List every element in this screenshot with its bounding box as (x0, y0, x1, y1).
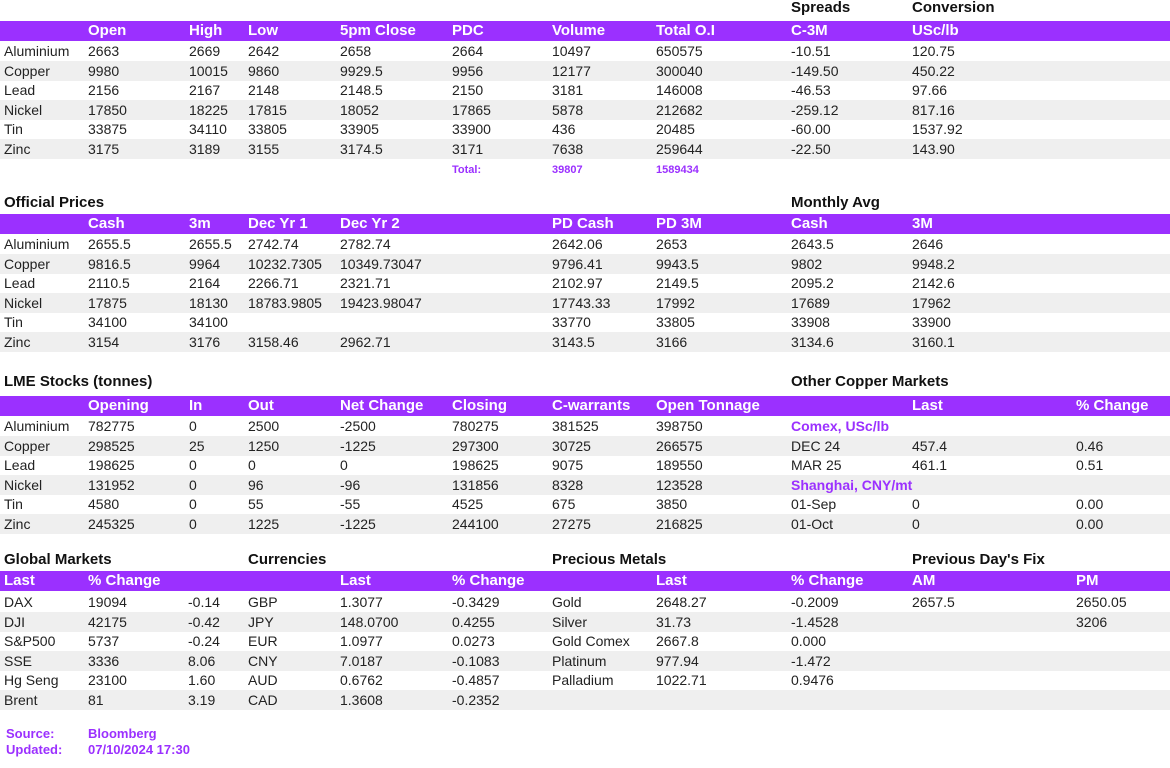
price-cell: 9860 (248, 62, 280, 79)
price-cell: 3175 (88, 141, 120, 157)
price-cell: 259644 (656, 141, 703, 157)
stocks-cell: -1225 (340, 516, 376, 532)
official-cell: 2110.5 (88, 275, 130, 292)
currency-change: -0.1083 (452, 652, 500, 669)
price-cell: 3171 (452, 141, 484, 157)
price-cell: 1537.92 (912, 121, 963, 138)
stocks-cell: 0 (248, 457, 256, 474)
price-header-7: Total O.I (656, 22, 715, 39)
index-label: SSE (4, 652, 33, 669)
precious-label: Silver (552, 613, 588, 630)
price-cell: 18052 (340, 101, 379, 118)
metal-label: Copper (4, 437, 50, 454)
currency-last: 0.6762 (340, 672, 383, 689)
precious-label: Platinum (552, 652, 607, 669)
official-cell: 9964 (189, 255, 221, 272)
price-cell: 2669 (189, 43, 221, 59)
official-cell: 17962 (912, 294, 951, 311)
metal-label: Lead (4, 82, 36, 99)
price-cell: 2148.5 (340, 82, 383, 99)
metal-label: Copper (4, 255, 50, 272)
precious-last: 31.73 (656, 613, 692, 630)
precious-change: -1.4528 (791, 613, 839, 630)
conversion-title: Conversion (912, 0, 995, 16)
price-header-9: USc/lb (912, 22, 959, 39)
index-change: -0.24 (188, 633, 220, 650)
global-header-6: % Change (791, 572, 864, 589)
total-volume: 39807 (552, 164, 583, 176)
price-cell: 10497 (552, 43, 591, 59)
index-last: 19094 (88, 594, 127, 610)
official-header-1: Cash (88, 215, 125, 232)
other-market-change: 0.00 (1076, 496, 1104, 513)
price-header-3: Low (248, 22, 278, 39)
price-cell: 3155 (248, 141, 280, 157)
precious-last: 2667.8 (656, 633, 699, 650)
price-cell: 2148 (248, 82, 280, 99)
index-change: 8.06 (188, 652, 216, 669)
currency-change: -0.2352 (452, 692, 500, 708)
stocks-cell: 675 (552, 496, 576, 513)
official-cell: 33900 (912, 314, 951, 331)
index-last: 23100 (88, 672, 127, 689)
stocks-cell: 30725 (552, 437, 591, 454)
currency-label: JPY (248, 613, 274, 630)
stocks-cell: 398750 (656, 418, 703, 434)
official-cell: 2266.71 (248, 275, 299, 292)
official-cell: 2962.71 (340, 334, 391, 350)
official-cell: 2102.97 (552, 275, 603, 292)
official-cell: 10349.73047 (340, 255, 422, 272)
official-cell: 2742.74 (248, 236, 299, 252)
price-cell: 17815 (248, 101, 287, 118)
official-cell: 2149.5 (656, 275, 699, 292)
price-cell: 3174.5 (340, 141, 383, 157)
stocks-cell: 123528 (656, 476, 703, 493)
metal-label: Zinc (4, 334, 31, 350)
index-label: Hg Seng (4, 672, 59, 689)
price-cell: 9980 (88, 62, 120, 79)
price-cell: 143.90 (912, 141, 955, 157)
price-cell: 2642 (248, 43, 280, 59)
total-oi: 1589434 (656, 164, 699, 176)
precious-last: 977.94 (656, 652, 699, 669)
stocks-cell: 266575 (656, 437, 703, 454)
precious-last: 2648.27 (656, 594, 707, 610)
other-market-label: MAR 25 (791, 457, 842, 474)
official-cell: 33805 (656, 314, 695, 331)
stocks-cell: 1250 (248, 437, 280, 454)
price-cell: 9956 (452, 62, 484, 79)
currency-label: GBP (248, 594, 278, 610)
currencies-title: Currencies (248, 551, 327, 568)
official-cell: 34100 (189, 314, 228, 331)
price-cell: 18225 (189, 101, 228, 118)
price-cell: -149.50 (791, 62, 839, 79)
index-change: 1.60 (188, 672, 216, 689)
global-header-bar (0, 571, 1170, 591)
stocks-cell: 1225 (248, 516, 280, 532)
metal-label: Lead (4, 275, 36, 292)
stocks-cell: 3850 (656, 496, 688, 513)
price-cell: 34110 (189, 121, 227, 138)
metal-label: Nickel (4, 101, 43, 118)
other-market-label: 01-Oct (791, 516, 834, 532)
stocks-cell: -55 (340, 496, 361, 513)
index-change: 3.19 (188, 692, 216, 708)
official-cell: 2164 (189, 275, 221, 292)
official-cell: 3166 (656, 334, 688, 350)
price-cell: 7638 (552, 141, 584, 157)
stocks-cell: 198625 (452, 457, 499, 474)
stocks-header-2: In (189, 397, 203, 414)
index-label: DAX (4, 594, 33, 610)
price-cell: 10015 (189, 62, 228, 79)
other-market-last: 0 (912, 516, 920, 532)
official-cell: 2655.5 (189, 236, 232, 252)
official-cell: 33908 (791, 314, 830, 331)
precious-change: -0.2009 (791, 594, 839, 610)
stocks-cell: 189550 (656, 457, 703, 474)
official-cell: 18130 (189, 294, 228, 311)
global-header-1: Last (4, 572, 35, 589)
price-row-band (0, 139, 1170, 159)
metal-label: Copper (4, 62, 50, 79)
price-cell: 33905 (340, 121, 379, 138)
index-label: DJI (4, 613, 25, 630)
currency-change: -0.3429 (452, 594, 500, 610)
stocks-cell: -96 (340, 476, 361, 493)
price-cell: 817.16 (912, 101, 955, 118)
source-label: Source: (6, 726, 55, 741)
other-market-heading: Shanghai, CNY/mt (791, 476, 913, 493)
price-cell: 2664 (452, 43, 484, 59)
official-cell: 3134.6 (791, 334, 834, 350)
precious-change: 0.000 (791, 633, 827, 650)
metal-label: Aluminium (4, 43, 70, 59)
price-cell: 120.75 (912, 43, 955, 59)
stocks-cell: 25 (189, 437, 205, 454)
price-cell: 12177 (552, 62, 591, 79)
official-cell: 18783.9805 (248, 294, 322, 311)
official-header-6: PD 3M (656, 215, 702, 232)
global-row-band (0, 690, 1170, 710)
stocks-cell: 198625 (88, 457, 135, 474)
stocks-header-3: Out (248, 397, 274, 414)
official-cell: 2653 (656, 236, 688, 252)
monthly-avg-title: Monthly Avg (791, 194, 880, 211)
metal-label: Tin (4, 314, 23, 331)
metal-label: Aluminium (4, 418, 70, 434)
price-cell: 2156 (88, 82, 120, 99)
index-last: 5737 (88, 633, 120, 650)
other-copper-title: Other Copper Markets (791, 373, 949, 390)
official-cell: 2321.71 (340, 275, 391, 292)
stocks-cell: 780275 (452, 418, 499, 434)
global-header-4: % Change (452, 572, 525, 589)
price-cell: 300040 (656, 62, 703, 79)
currency-label: AUD (248, 672, 278, 689)
stocks-cell: 27275 (552, 516, 591, 532)
price-header-4: 5pm Close (340, 22, 416, 39)
price-cell: 33900 (452, 121, 491, 138)
stocks-cell: 4525 (452, 496, 484, 513)
currency-change: 0.4255 (452, 613, 495, 630)
other-market-change: 0.00 (1076, 516, 1104, 532)
precious-metals-title: Precious Metals (552, 551, 667, 568)
stocks-header-7: Open Tonnage (656, 397, 760, 414)
currency-change: -0.4857 (452, 672, 500, 689)
stocks-cell: 245325 (88, 516, 135, 532)
official-header-5: PD Cash (552, 215, 614, 232)
stocks-cell: 0 (189, 476, 197, 493)
metal-label: Tin (4, 121, 23, 138)
official-cell: 2642.06 (552, 236, 603, 252)
stocks-cell: 381525 (552, 418, 599, 434)
other-market-label: 01-Sep (791, 496, 837, 513)
price-header-1: Open (88, 22, 127, 39)
official-header-8: 3M (912, 215, 933, 232)
other-market-last: 457.4 (912, 437, 948, 454)
index-label: S&P500 (4, 633, 56, 650)
price-header-8: C-3M (791, 22, 828, 39)
official-cell: 33770 (552, 314, 591, 331)
other-market-label: DEC 24 (791, 437, 841, 454)
price-cell: 17850 (88, 101, 127, 118)
official-cell: 34100 (88, 314, 127, 331)
currency-label: EUR (248, 633, 278, 650)
stocks-cell: 0 (189, 496, 197, 513)
index-change: -0.14 (188, 594, 220, 610)
stocks-cell: 131952 (88, 476, 135, 493)
official-cell: 9948.2 (912, 255, 955, 272)
price-cell: -46.53 (791, 82, 831, 99)
official-cell: 2142.6 (912, 275, 955, 292)
stocks-cell: 55 (248, 496, 264, 513)
stocks-header-9: % Change (1076, 397, 1149, 414)
price-row-band (0, 100, 1170, 120)
currency-last: 1.0977 (340, 633, 383, 650)
official-cell: 2643.5 (791, 236, 834, 252)
stocks-header-1: Opening (88, 397, 149, 414)
index-label: Brent (4, 692, 38, 708)
stocks-cell: 0 (189, 457, 197, 474)
lme-stocks-title: LME Stocks (tonnes) (4, 373, 153, 390)
official-cell: 3160.1 (912, 334, 955, 350)
other-market-heading: Comex, USc/lb (791, 418, 890, 434)
currency-last: 1.3077 (340, 594, 383, 610)
source-value: Bloomberg (88, 726, 157, 741)
stocks-header-4: Net Change (340, 397, 424, 414)
stocks-header-6: C-warrants (552, 397, 631, 414)
total-label: Total: (452, 164, 482, 176)
index-last: 42175 (88, 613, 127, 630)
official-cell: 3158.46 (248, 334, 299, 350)
global-header-8: PM (1076, 572, 1099, 589)
price-cell: 33875 (88, 121, 127, 138)
global-header-5: Last (656, 572, 687, 589)
official-header-4: Dec Yr 2 (340, 215, 400, 232)
official-cell: 3176 (189, 334, 221, 350)
official-cell: 2646 (912, 236, 944, 252)
other-market-last: 0 (912, 496, 920, 513)
price-header-2: High (189, 22, 223, 39)
currency-label: CNY (248, 652, 278, 669)
stocks-cell: 96 (248, 476, 264, 493)
official-cell: 17743.33 (552, 294, 611, 311)
stocks-cell: 0 (340, 457, 348, 474)
price-cell: 9929.5 (340, 62, 383, 79)
price-header-6: Volume (552, 22, 606, 39)
precious-label: Gold (552, 594, 582, 610)
fix-pm: 3206 (1076, 613, 1108, 630)
fix-pm: 2650.05 (1076, 594, 1127, 610)
index-last: 3336 (88, 652, 120, 669)
fix-am: 2657.5 (912, 594, 955, 610)
metal-label: Nickel (4, 294, 43, 311)
price-cell: 2658 (340, 43, 372, 59)
precious-change: 0.9476 (791, 672, 834, 689)
other-market-change: 0.51 (1076, 457, 1104, 474)
stocks-cell: 298525 (88, 437, 135, 454)
official-cell: 9816.5 (88, 255, 131, 272)
official-cell: 9943.5 (656, 255, 699, 272)
precious-change: -1.472 (791, 652, 831, 669)
precious-label: Palladium (552, 672, 614, 689)
stocks-cell: 131856 (452, 476, 499, 493)
price-cell: 33805 (248, 121, 287, 138)
other-market-last: 461.1 (912, 457, 948, 474)
stocks-cell: 2500 (248, 418, 280, 434)
official-cell: 9796.41 (552, 255, 603, 272)
spreads-title: Spreads (791, 0, 851, 16)
currency-label: CAD (248, 692, 278, 708)
official-cell: 17992 (656, 294, 695, 311)
stocks-cell: 0 (189, 418, 197, 434)
stocks-cell: 244100 (452, 516, 499, 532)
price-cell: 436 (552, 121, 576, 138)
stocks-cell: -1225 (340, 437, 376, 454)
global-markets-title: Global Markets (4, 551, 112, 568)
official-cell: 10232.7305 (248, 255, 322, 272)
metal-label: Nickel (4, 476, 43, 493)
price-cell: 212682 (656, 101, 703, 118)
price-cell: 650575 (656, 43, 703, 59)
official-header-7: Cash (791, 215, 828, 232)
official-cell: 2782.74 (340, 236, 391, 252)
stocks-cell: -2500 (340, 418, 376, 434)
global-header-2: % Change (88, 572, 161, 589)
stocks-header-8: Last (912, 397, 943, 414)
price-cell: 2167 (189, 82, 221, 99)
precious-last: 1022.71 (656, 672, 707, 689)
price-cell: 5878 (552, 101, 584, 118)
price-cell: 2663 (88, 43, 120, 59)
official-prices-title: Official Prices (4, 194, 105, 211)
previous-fix-title: Previous Day's Fix (912, 551, 1045, 568)
official-cell: 3154 (88, 334, 120, 350)
official-header-2: 3m (189, 215, 211, 232)
stocks-cell: 8328 (552, 476, 584, 493)
updated-label: Updated: (6, 742, 63, 757)
official-cell: 17875 (88, 294, 127, 311)
price-cell: -10.51 (791, 43, 831, 59)
official-cell: 2655.5 (88, 236, 131, 252)
stocks-cell: 0 (189, 516, 197, 532)
index-change: -0.42 (188, 613, 220, 630)
precious-label: Gold Comex (552, 633, 630, 650)
stocks-cell: 297300 (452, 437, 499, 454)
price-cell: -22.50 (791, 141, 831, 157)
currency-change: 0.0273 (452, 633, 495, 650)
stocks-header-5: Closing (452, 397, 507, 414)
index-last: 81 (88, 692, 104, 708)
official-cell: 9802 (791, 255, 823, 272)
price-cell: 3189 (189, 141, 221, 157)
price-cell: -259.12 (791, 101, 839, 118)
stocks-cell: 782775 (88, 418, 135, 434)
updated-value: 07/10/2024 17:30 (88, 742, 190, 757)
currency-last: 148.0700 (340, 613, 399, 630)
other-market-change: 0.46 (1076, 437, 1104, 454)
metal-label: Lead (4, 457, 36, 474)
price-cell: -60.00 (791, 121, 831, 138)
stocks-row-band (0, 475, 1170, 495)
metal-label: Zinc (4, 141, 31, 157)
official-header-3: Dec Yr 1 (248, 215, 308, 232)
price-header-5: PDC (452, 22, 484, 39)
official-cell: 19423.98047 (340, 294, 422, 311)
official-cell: 3143.5 (552, 334, 595, 350)
metal-label: Aluminium (4, 236, 70, 252)
stocks-cell: 216825 (656, 516, 703, 532)
metal-label: Zinc (4, 516, 31, 532)
price-cell: 450.22 (912, 62, 955, 79)
price-cell: 2150 (452, 82, 484, 99)
global-header-3: Last (340, 572, 371, 589)
stocks-cell: 4580 (88, 496, 120, 513)
price-cell: 17865 (452, 101, 491, 118)
currency-last: 7.0187 (340, 652, 383, 669)
official-cell: 17689 (791, 294, 830, 311)
price-cell: 3181 (552, 82, 584, 99)
price-cell: 146008 (656, 82, 703, 99)
official-cell: 2095.2 (791, 275, 834, 292)
currency-last: 1.3608 (340, 692, 383, 708)
price-cell: 97.66 (912, 82, 948, 99)
metal-label: Tin (4, 496, 23, 513)
global-header-7: AM (912, 572, 936, 589)
price-cell: 20485 (656, 121, 695, 138)
stocks-cell: 9075 (552, 457, 584, 474)
